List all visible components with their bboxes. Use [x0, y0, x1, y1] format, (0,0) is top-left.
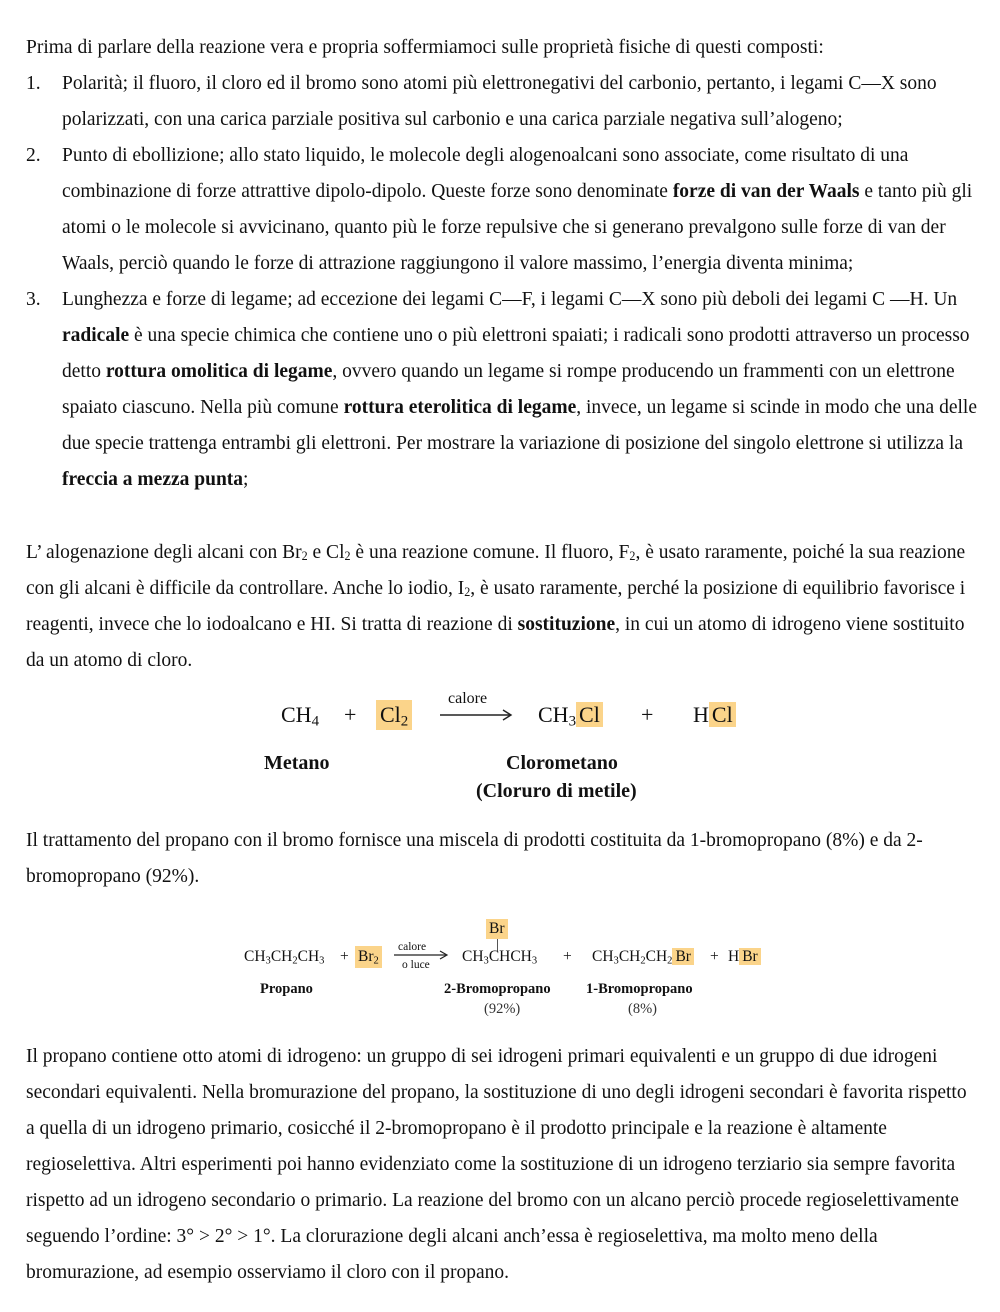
text-run: , è usato raramente, perché la posizione di equilibrio favorisce i reagenti, invece che lo iodoalcano e HI. Si tratta di reazione di [26, 578, 966, 635]
term-rottura-eterolitica: rottura eterolitica di legame [343, 397, 577, 418]
formula-1-bromopropane: $CH_3CH_2CH_2$ Br [592, 948, 694, 966]
intro-paragraph: Prima di parlare della reazione vera e propria soffermiamoci sulle proprietà fisiche di questi composti: [26, 37, 824, 58]
list-text: , ovvero quando un legame si rompe producendo un frammenti con un elettrone spaiato ciascuno. Nella più comune [62, 361, 955, 418]
reaction-condition: calore [398, 941, 427, 953]
formula-ch4: $CH_4$ [281, 702, 320, 730]
halogenation-paragraph [26, 535, 978, 679]
term-radicale: radicale [62, 325, 130, 346]
plus-sign: + [344, 702, 357, 727]
list-item-boiling-point [26, 138, 978, 282]
list-text: è una specie chimica che contiene uno o più elettroni spaiati; i radicali sono prodotti attraverso un processo detto [62, 325, 970, 382]
plus-sign: + [710, 948, 719, 965]
formula-cl2: $Cl_2$ [376, 700, 412, 730]
plus-sign: + [340, 948, 349, 965]
term-rottura-omolitica: rottura omolitica di legame [105, 361, 333, 382]
formula-hcl: H Cl [693, 702, 736, 728]
list-text: , invece, un legame si scinde in modo che una delle due specie trattenga entrambi gli elettroni. Per mostrare la variazione di posizione del singolo elettrone si utilizza la [62, 397, 977, 454]
yield-1-bromopropano: (8%) [628, 1001, 657, 1017]
list-text: Lunghezza e forze di legame; ad eccezione dei legami C—F, i legami C—X sono più deboli dei legami C —H. Un [62, 289, 958, 310]
text-run: è una reazione comune. Il fluoro, F [350, 542, 630, 563]
label-cloruro-di-metile: (Cloruro di metile) [476, 780, 637, 802]
propano-paragraph: Il trattamento del propano con il bromo fornisce una miscela di prodotti costituita da 1-bromopropano (8%) e da 2-bromopropano (92%). [26, 830, 923, 887]
final-paragraph: Il propano contiene otto atomi di idrogeno: un gruppo di sei idrogeni primari equivalenti e un gruppo di due idrogeni secondari equivalenti. Nella bromurazione del propano, la sostituzione di uno degli idrogeni secondari è favorita rispetto a quella di un idrogeno primario, cosicché il 2-bromopropano è il prodotto principale e la reazione è altamente regioselettiva. Altri esperimenti poi hanno evidenziato come la sostituzione di un idrogeno terziario sia sempre favorita rispetto ad un idrogeno secondario o primario. La reazione del bromo con un alcano perciò procede regioselettivamente seguendo l’ordine: 3° > 2° > 1°. La clorurazione degli alcani anch’essa è regioselettiva, ma molto meno della bromurazione, ad esempio osserviamo il cloro con il propano. [26, 1046, 967, 1283]
formula-ch3cl: $CH_3$ Cl [538, 702, 603, 728]
yield-2-bromopropano: (92%) [484, 1001, 521, 1017]
label-2-bromopropano: 2-Bromopropano [444, 981, 551, 997]
subscript: 2 [344, 548, 351, 563]
formula-hbr: H Br [728, 948, 761, 966]
reaction-arrow-icon [394, 948, 452, 962]
text-run: e Cl [307, 542, 345, 563]
label-propano: Propano [260, 981, 313, 997]
subscript: 2 [629, 548, 636, 563]
list-number: 3. [26, 289, 41, 310]
subscript: 2 [464, 584, 471, 599]
formula-2-bromopropane: $CH_3CHCH_3$ [462, 948, 538, 967]
list-item-polarity [26, 66, 978, 138]
label-1-bromopropano: 1-Bromopropano [586, 981, 693, 997]
label-clorometano: Clorometano [506, 752, 618, 774]
reaction-methane-chlorination [0, 690, 1000, 810]
properties-list [26, 66, 978, 498]
reaction-propane-bromination [0, 915, 1000, 1025]
plus-sign: + [641, 702, 654, 727]
formula-propane: $CH_3CH_2CH_3$ [244, 948, 325, 967]
term-sostituzione: sostituzione [517, 614, 616, 635]
list-text: e tanto più gli atomi o le molecole si avvicinano, quanto più le forze repulsive che si generano prevalgono sulle forze di van der Waals, perciò quando le forze di attrazione raggiungono il valore massimo, l’energia diventa minima; [62, 181, 973, 274]
text-run: L’ alogenazione degli alcani con Br [26, 542, 302, 563]
term-freccia-mezza-punta: freccia a mezza punta [62, 469, 244, 490]
list-text: ; [243, 469, 249, 490]
text-run: , in cui un atomo di idrogeno viene sostituito da un atomo di cloro. [26, 614, 965, 671]
bromine-substituent: Br [486, 919, 508, 939]
list-number: 2. [26, 145, 41, 166]
reaction-arrow-icon [440, 708, 516, 722]
list-text: Punto di ebollizione; allo stato liquido, le molecole degli alogenoalcani sono associate, come risultato di una combinazione di forze attrattive dipolo-dipolo. Queste forze sono denominate [62, 145, 909, 202]
subscript: 2 [301, 548, 308, 563]
plus-sign: + [563, 948, 572, 965]
label-metano: Metano [264, 752, 330, 774]
list-item-bond-strength [26, 282, 978, 498]
formula-br2: $Br_2$ [355, 946, 382, 968]
term-van-der-waals: forze di van der Waals [672, 181, 860, 202]
reaction-condition: calore [448, 690, 488, 707]
text-run: , è usato raramente, poiché la sua reazione con gli alcani è difficile da controllare. Anche lo iodio, I [26, 542, 966, 599]
reaction-condition: o luce [402, 959, 430, 971]
list-number: 1. [26, 73, 41, 94]
list-text: Polarità; il fluoro, il cloro ed il bromo sono atomi più elettronegativi del carbonio, pertanto, i legami C—X sono polarizzati, con una carica parziale positiva sul carbonio e una carica parziale negativa sull’alogeno; [62, 73, 937, 130]
